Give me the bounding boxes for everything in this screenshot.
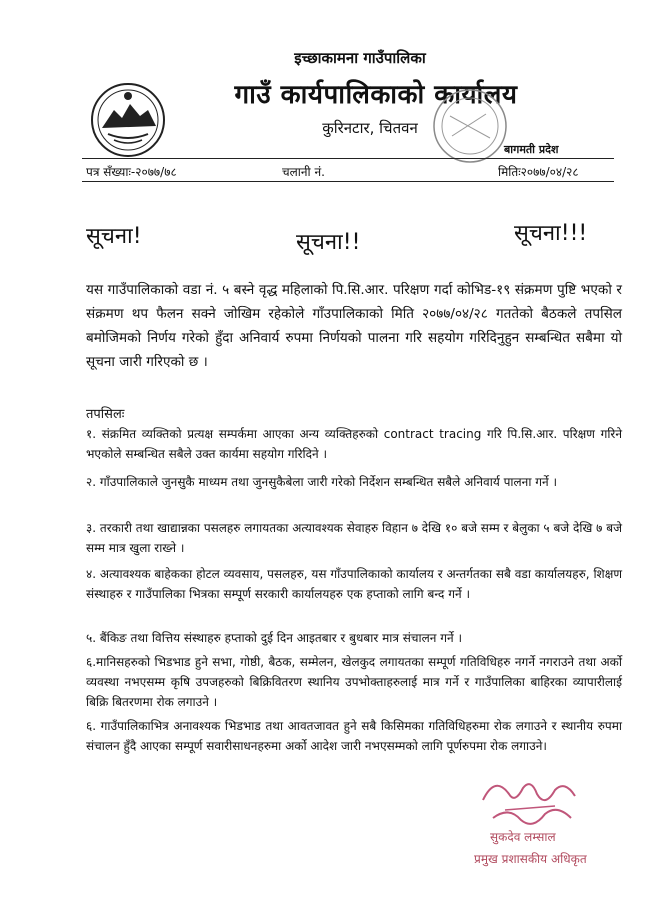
detail-item-6: ६.मानिसहरुको भिडभाड हुने सभा, गोष्ठी, बैठक, सम्मेलन, खेलकुद लगायतका सम्पूर्ण गतिविधिहरु नगर्ने नगराउने तथा अर्को व्यवस्था नभएसम्म कृषि उपजहरुको बिक्रिवितरण स्थानिय उपभोक्ताहरुलाई मात्र गर्ने र गाउँपालिका बाहिरका व्यापारीलाई बिक्रि बितरणमा रोक लगाउने ।: [86, 655, 622, 709]
notice-heading-1: सूचना!: [86, 224, 142, 249]
header-divider-top: [82, 158, 614, 159]
signatory-name: सुकदेव लम्साल: [490, 830, 556, 844]
detail-item-1: १. संक्रमित व्यक्तिको प्रत्यक्ष सम्पर्कमा आएका अन्य व्यक्तिहरुको contract tracing गरि पि.सि.आर. परिक्षण गरिने भएकोले सम्बन्धित सबैले उक्त कार्यमा सहयोग गरिदिने ।: [86, 427, 622, 461]
province-label: बागमती प्रदेश: [504, 143, 559, 156]
detail-item-3: ३. तरकारी तथा खाद्यान्नका पसलहरु लगायतका अत्यावश्यक सेवाहरु विहान ७ देखि १० बजे सम्म र बेलुका ५ बजे देखि ७ बजे सम्म मात्र खुला राख्ने ।: [86, 521, 622, 555]
office-title: गाउँ कार्यपालिकाको कार्यालय: [234, 80, 518, 110]
header-divider-bottom: [82, 181, 614, 182]
signatory-title: प्रमुख प्रशासकीय अधिकृत: [474, 852, 587, 866]
notice-body: यस गाउँपालिकाको वडा नं. ५ बस्ने वृद्ध महिलाको पि.सि.आर. परिक्षण गर्दा कोभिड-१९ संक्रमण पुष्टि भएको र संक्रमण थप फैलन सक्ने जोखिम रहेकोले गाँउपालिकाको मिति २०७७/०४/२८ गततेको बैठकले तपसिल बमोजिमको निर्णय गरेको हुँदा अनिवार्य रुपमा निर्णयको पालना गरि सहयोग गरिदिनुहुन सम्बन्धित सबैमा यो सूचना जारी गरिएको छ ।: [86, 282, 622, 370]
notice-heading-3: सूचना!!!: [514, 221, 588, 246]
reference-number: पत्र सँख्याः-२०७७/७८: [86, 165, 177, 179]
municipality-name: इच्छाकामना गाउँपालिका: [294, 49, 426, 67]
detail-item-7: ६. गाउँपालिकाभित्र अनावश्यक भिडभाड तथा आवतजावत हुने सबै किसिमका गतिविधिहरुमा रोक लगाउने र स्थानीय रुपमा संचालन हुँदै आएका सम्पूर्ण सवारीसाधनहरुमा अर्को आदेश जारी नभएसम्मको लागि पूर्णरुपमा रोक लगाउने।: [86, 719, 622, 753]
details-heading: तपसिलः: [86, 407, 125, 422]
office-address: कुरिनटार, चितवन: [322, 119, 418, 137]
dispatch-number: चलानी नं.: [282, 165, 325, 179]
detail-item-4: ४. अत्यावश्यक बाहेकका होटल व्यवसाय, पसलहरु, यस गाँउपालिकाको कार्यालय र अन्तर्गतका सबै वडा कार्यालयहरु, शिक्षण संस्थाहरु र गाउँपालिका भित्रका सम्पूर्ण सरकारी कार्यालयहरु एक हप्ताको लागि बन्द गर्ने ।: [86, 567, 622, 601]
detail-item-5: ५. बैंकिङ तथा वित्तिय संस्थाहरु हप्ताको दुई दिन आइतबार र बुधबार मात्र संचालन गर्ने ।: [86, 631, 463, 645]
letter-date: मितिः२०७७/०४/२८: [498, 165, 579, 179]
notice-heading-2: सूचना!!: [296, 230, 361, 255]
detail-item-2: २. गाँउपालिकाले जुनसुकै माध्यम तथा जुनसुकैबेला जारी गरेको निर्देशन सम्बन्धित सबैले अनिवार्य पालना गर्ने ।: [86, 475, 558, 489]
nepal-emblem-icon: [88, 80, 168, 160]
